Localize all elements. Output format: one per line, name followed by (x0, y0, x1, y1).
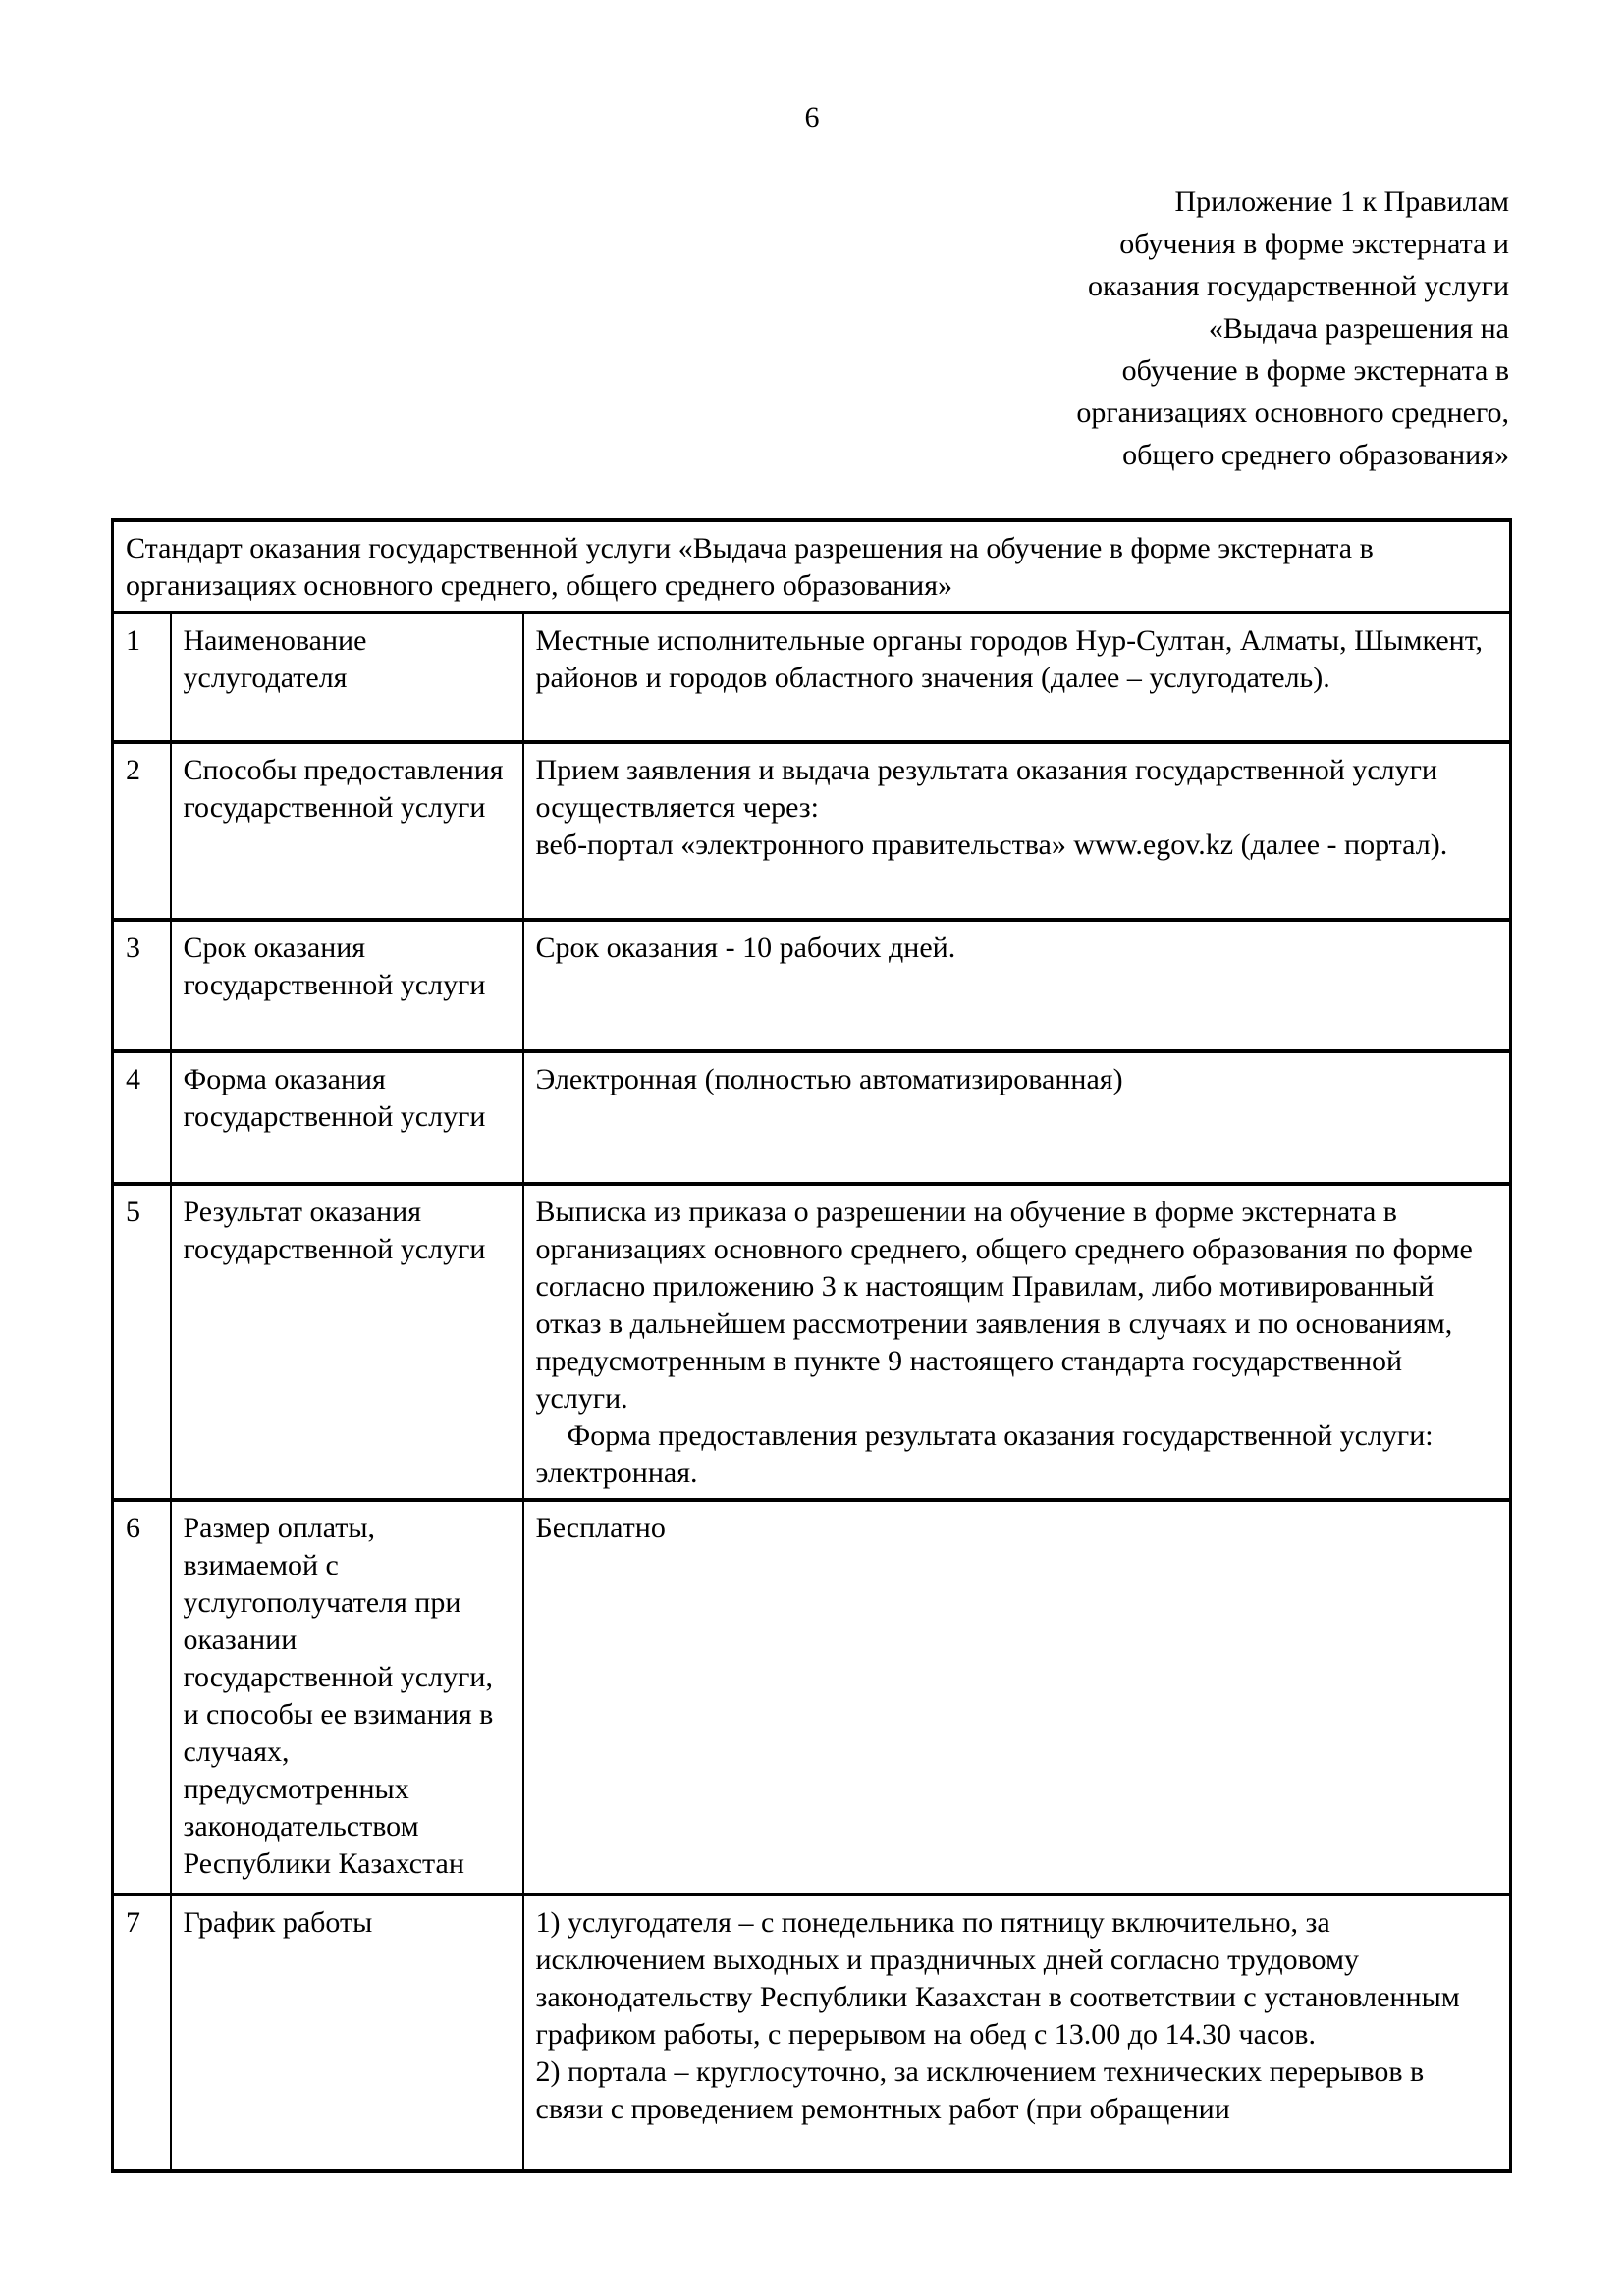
row-paragraph: 2) портала – круглосуточно, за исключением технических перерывов в связи с проведением ремонтных работ (при обращении (535, 2056, 1425, 2125)
row-content (523, 1500, 1511, 1895)
row-paragraph: веб-портал «электронного правительства» www.egov.kz (далее - портал). (535, 828, 1448, 861)
row-number: 1 (113, 613, 171, 742)
appendix-note-line: Приложение 1 к Правилам (1174, 186, 1509, 218)
row-number: 2 (113, 742, 171, 920)
table-row (113, 742, 1511, 920)
row-label: Наименование услугодателя (171, 613, 523, 742)
row-content (523, 1895, 1511, 2171)
row-number: 4 (113, 1051, 171, 1184)
row-content (523, 1051, 1511, 1184)
row-label: Форма оказания государственной услуги (171, 1051, 523, 1184)
row-number: 5 (113, 1184, 171, 1500)
appendix-note-line: общего среднего образования» (1122, 439, 1509, 471)
table-row (113, 1500, 1511, 1895)
row-paragraph: 1) услугодателя – с понедельника по пятницу включительно, за исключением выходных и праздничных дней согласно трудовому законодательству Республики Казахстан в соответствии с установленным графиком работы, с перерывом на обед с 13.00 до 14.30 часов. (535, 1906, 1460, 2051)
appendix-note-line: организациях основного среднего, (1076, 397, 1509, 429)
table-title: Стандарт оказания государственной услуги «Выдача разрешения на обучение в форме экстерната в организациях основного среднего, общего среднего образования» (113, 520, 1511, 613)
appendix-note-line: обучения в форме экстерната и (1119, 228, 1509, 260)
table-row (113, 613, 1511, 742)
row-paragraph: Бесплатно (535, 1512, 666, 1544)
row-label: Размер оплаты, взимаемой с услугополучателя при оказании государственной услуги, и способы ее взимания в случаях, предусмотренных законодательством Республики Казахстан (171, 1500, 523, 1895)
appendix-note-line: оказания государственной услуги (1088, 270, 1509, 302)
table-row (113, 1895, 1511, 2171)
appendix-note-line: обучение в форме экстерната в (1121, 354, 1509, 387)
page-number: 6 (804, 101, 820, 133)
row-paragraph: Электронная (полностью автоматизированная) (535, 1063, 1123, 1095)
row-label: График работы (171, 1895, 523, 2171)
row-paragraph: Выписка из приказа о разрешении на обучение в форме экстерната в организациях основного среднего, общего среднего образования по форме согласно приложению 3 к настоящим Правилам, либо мотивированный отказ в дальнейшем рассмотрении заявления в случаях и по основаниям, предусмотренным в пункте 9 настоящего стандарта государственной услуги. (535, 1196, 1473, 1415)
row-number: 7 (113, 1895, 171, 2171)
table-title-row (113, 520, 1511, 613)
row-label: Срок оказания государственной услуги (171, 920, 523, 1051)
row-label: Способы предоставления государственной услуги (171, 742, 523, 920)
table-row (113, 1184, 1511, 1500)
row-paragraph: Прием заявления и выдача результата оказания государственной услуги осуществляется через: (535, 754, 1437, 824)
appendix-note-line: «Выдача разрешения на (1208, 312, 1509, 345)
table-row (113, 1051, 1511, 1184)
row-number: 6 (113, 1500, 171, 1895)
row-number: 3 (113, 920, 171, 1051)
table-row (113, 920, 1511, 1051)
row-paragraph: Форма предоставления результата оказания государственной услуги: электронная. (535, 1419, 1434, 1489)
row-content (523, 613, 1511, 742)
appendix-note (900, 181, 1509, 476)
row-content (523, 1184, 1511, 1500)
row-label: Результат оказания государственной услуги (171, 1184, 523, 1500)
row-paragraph: Срок оказания - 10 рабочих дней. (535, 932, 956, 964)
row-paragraph: Местные исполнительные органы городов Нур-Султан, Алматы, Шымкент, районов и городов областного значения (далее – услугодатель). (535, 624, 1484, 694)
row-content (523, 742, 1511, 920)
row-content (523, 920, 1511, 1051)
service-standard-table (111, 518, 1512, 2173)
